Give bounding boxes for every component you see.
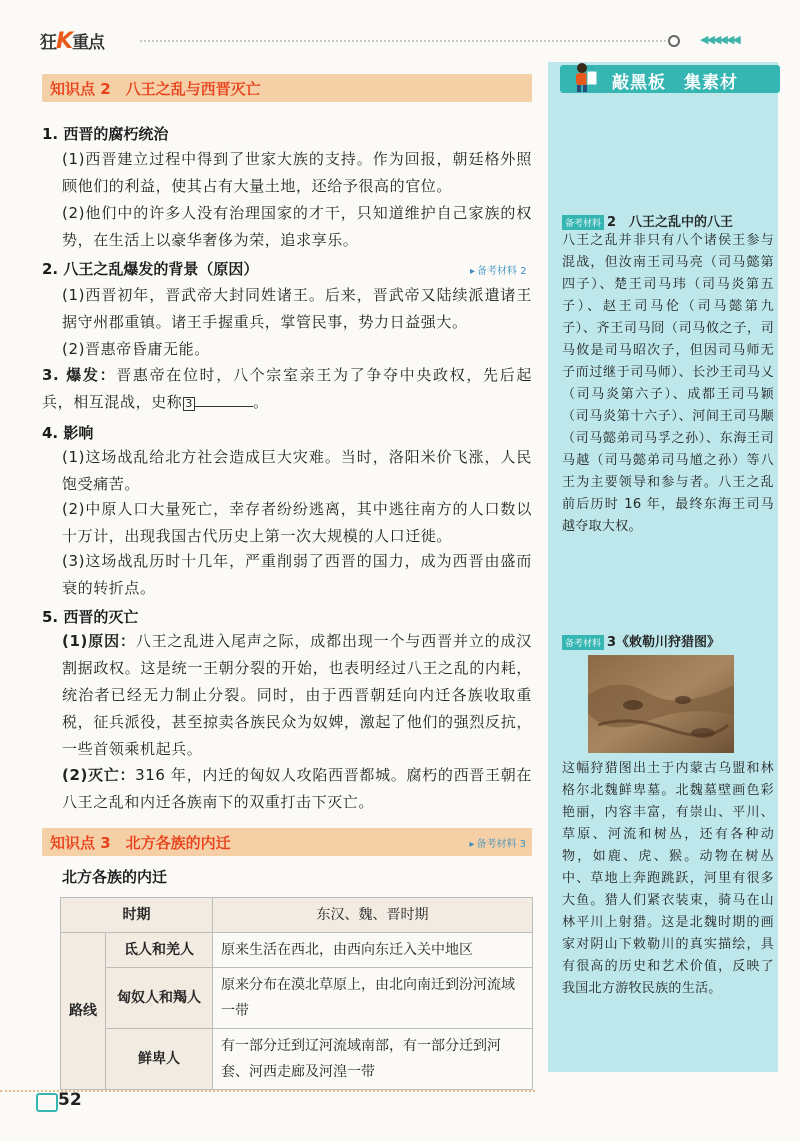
- brand-prefix: 狂: [40, 33, 56, 53]
- brand-logo: [40, 28, 104, 54]
- row-name: 鲜卑人: [106, 1029, 213, 1090]
- s5-p1: [62, 628, 532, 763]
- fill-blank[interactable]: [195, 392, 253, 407]
- material-2-text: 八王之乱并非只有八个诸侯王参与混战，但汝南王司马亮（司马懿第四子）、楚王司马玮（司马炎第五子）、赵王司马伦（司马懿第九子）、齐王司马冏（司马攸之子，司马攸是司马昭次子，但因司马师无子而过继于司马师）、长沙王司马乂（司马炎第六子）、成都王司马颖（司马炎第十六子）、河间王司马颙（司马懿弟司马孚之孙）、东海王司马越（司马懿弟司马馗之孙）等八王为主要领导和参与者。八王之乱前后历时 16 年，最终东海王司马越夺取大权。: [562, 233, 774, 534]
- brand-suffix: 重点: [72, 33, 105, 53]
- kp3-ref-link[interactable]: ▸ 备考材料 3: [469, 835, 526, 850]
- row-name: 氐人和羌人: [106, 933, 213, 968]
- s3-paragraph: [42, 362, 532, 416]
- header-arrows-icon: ◀◀◀◀◀◀: [700, 33, 739, 46]
- page-number: 52: [58, 1090, 82, 1110]
- s4-p1: (1)这场战乱给北方社会造成巨大灾难。当时，洛阳米价飞涨，人民饱受痛苦。: [62, 448, 532, 493]
- row-desc: 原来生活在西北，由西向东迁入关中地区: [213, 933, 533, 968]
- s5-p2-label: (2)灭亡：: [62, 766, 136, 784]
- s4-p3: (3)这场战乱历时十几年，严重削弱了西晋的国力，成为西晋由盛而衰的转折点。: [62, 552, 532, 597]
- s5-p2: [62, 762, 532, 816]
- row-name: 匈奴人和羯人: [106, 968, 213, 1029]
- sidebar-title: 敲黑板 集素材: [612, 73, 738, 93]
- header-divider: [140, 40, 670, 42]
- section-heading-kp3: [42, 828, 532, 856]
- s5-p2-text: 316 年，内迁的匈奴人攻陷西晋都城。腐朽的西晋王朝在八王之乱和内迁各族南下的双重打击下灭亡。: [62, 766, 532, 811]
- kp3-title: 知识点 3 北方各族的内迁: [50, 834, 231, 852]
- s2-ref-link[interactable]: ▸ 备考材料 2: [470, 262, 527, 277]
- table-row: [61, 933, 533, 968]
- col-period: 时期: [61, 898, 213, 933]
- s5-p1-label: (1)原因：: [62, 632, 136, 650]
- material-tag: 备考材料: [562, 215, 604, 230]
- student-board-icon: [570, 61, 598, 93]
- s1-p1: (1)西晋建立过程中得到了世家大族的支持。作为回报，朝廷格外照顾他们的利益，使其占有大量土地，还给予很高的官位。: [62, 150, 532, 195]
- material-3-title: 3《敕勒川狩猎图》: [607, 635, 721, 650]
- material-3-text: 这幅狩猎图出土于内蒙古乌盟和林格尔北魏鲜卑墓。北魏墓壁画色彩艳丽，内容丰富，有崇山、平川、草原、河流和树丛，还有各种动物，如鹿、虎、猴。动物在树丛中、草地上奔跑跳跃，河里有很多大鱼。猎人们紧衣装束，骑马在山林平川上射猎。这是北魏时期的画家对阴山下敕勒川的真实描绘，具有很高的历史和艺术价值，反映了我国北方游牧民族的生活。: [562, 761, 774, 996]
- row-desc: 原来分布在漠北草原上，由北向南迁到汾河流域一带: [213, 968, 533, 1029]
- table-row: [61, 968, 533, 1029]
- s2-p1: (1)西晋初年，晋武帝大封同姓诸王。后来，晋武帝又陆续派遣诸王据守州郡重镇。诸王手握重兵，掌管民事，势力日益强大。: [62, 286, 532, 331]
- table-title: 北方各族的内迁: [62, 868, 168, 886]
- col-value: 东汉、魏、晋时期: [213, 898, 533, 933]
- kp2-title: 知识点 2 八王之乱与西晋灭亡: [50, 80, 261, 98]
- page-icon: [36, 1093, 58, 1112]
- blank-number: 3: [185, 397, 194, 410]
- section-heading-kp2: [42, 74, 532, 102]
- brand-k: K: [56, 29, 73, 54]
- s3-text: 晋惠帝在位时，八个宗室亲王为了争夺中央政权，先后起兵，相互混战，史称: [42, 366, 532, 411]
- material-2-heading: [562, 211, 733, 230]
- s4-heading: 4. 影响: [42, 424, 94, 442]
- hunting-mural-image: [588, 655, 734, 753]
- s1-p2: (2)他们中的许多人没有治理国家的才干，只知道维护自己家族的权势，在生活上以豪华奢侈为荣，追求享乐。: [62, 204, 532, 249]
- migration-table: [60, 897, 533, 1090]
- s2-p2: (2)晋惠帝昏庸无能。: [62, 340, 210, 358]
- table-row: [61, 1029, 533, 1090]
- table-header-row: [61, 898, 533, 933]
- material-2-title: 2 八王之乱中的八王: [607, 215, 734, 230]
- header-dot: [668, 35, 680, 47]
- material-tag: 备考材料: [562, 635, 604, 650]
- s3-end: 。: [253, 393, 269, 411]
- route-group-label: 路线: [61, 933, 106, 1090]
- s5-heading: 5. 西晋的灭亡: [42, 608, 139, 626]
- s4-p2: (2)中原人口大量死亡，幸存者纷纷逃离，其中逃往南方的人口数以十万计，出现我国古代历史上第一次大规模的人口迁徙。: [62, 500, 532, 545]
- material-3-heading: [562, 631, 720, 650]
- s2-heading: 2. 八王之乱爆发的背景（原因）: [42, 260, 259, 278]
- sidebar-banner: [560, 65, 780, 93]
- s1-heading: 1. 西晋的腐朽统治: [42, 125, 169, 143]
- s5-p1-text: 八王之乱进入尾声之际，成都出现一个与西晋并立的成汉割据政权。这是统一王朝分裂的开始，也表明经过八王之乱的内耗，统治者已经无力制止分裂。同时，由于西晋朝廷向内迁各族收取重税，征兵派役，甚至掠卖各族民众为奴婢，激起了他们的强烈反抗，一些首领乘机起兵。: [62, 632, 533, 758]
- s3-label: 3. 爆发：: [42, 366, 117, 384]
- row-desc: 有一部分迁到辽河流域南部，有一部分迁到河套、河西走廊及河湟一带: [213, 1029, 533, 1090]
